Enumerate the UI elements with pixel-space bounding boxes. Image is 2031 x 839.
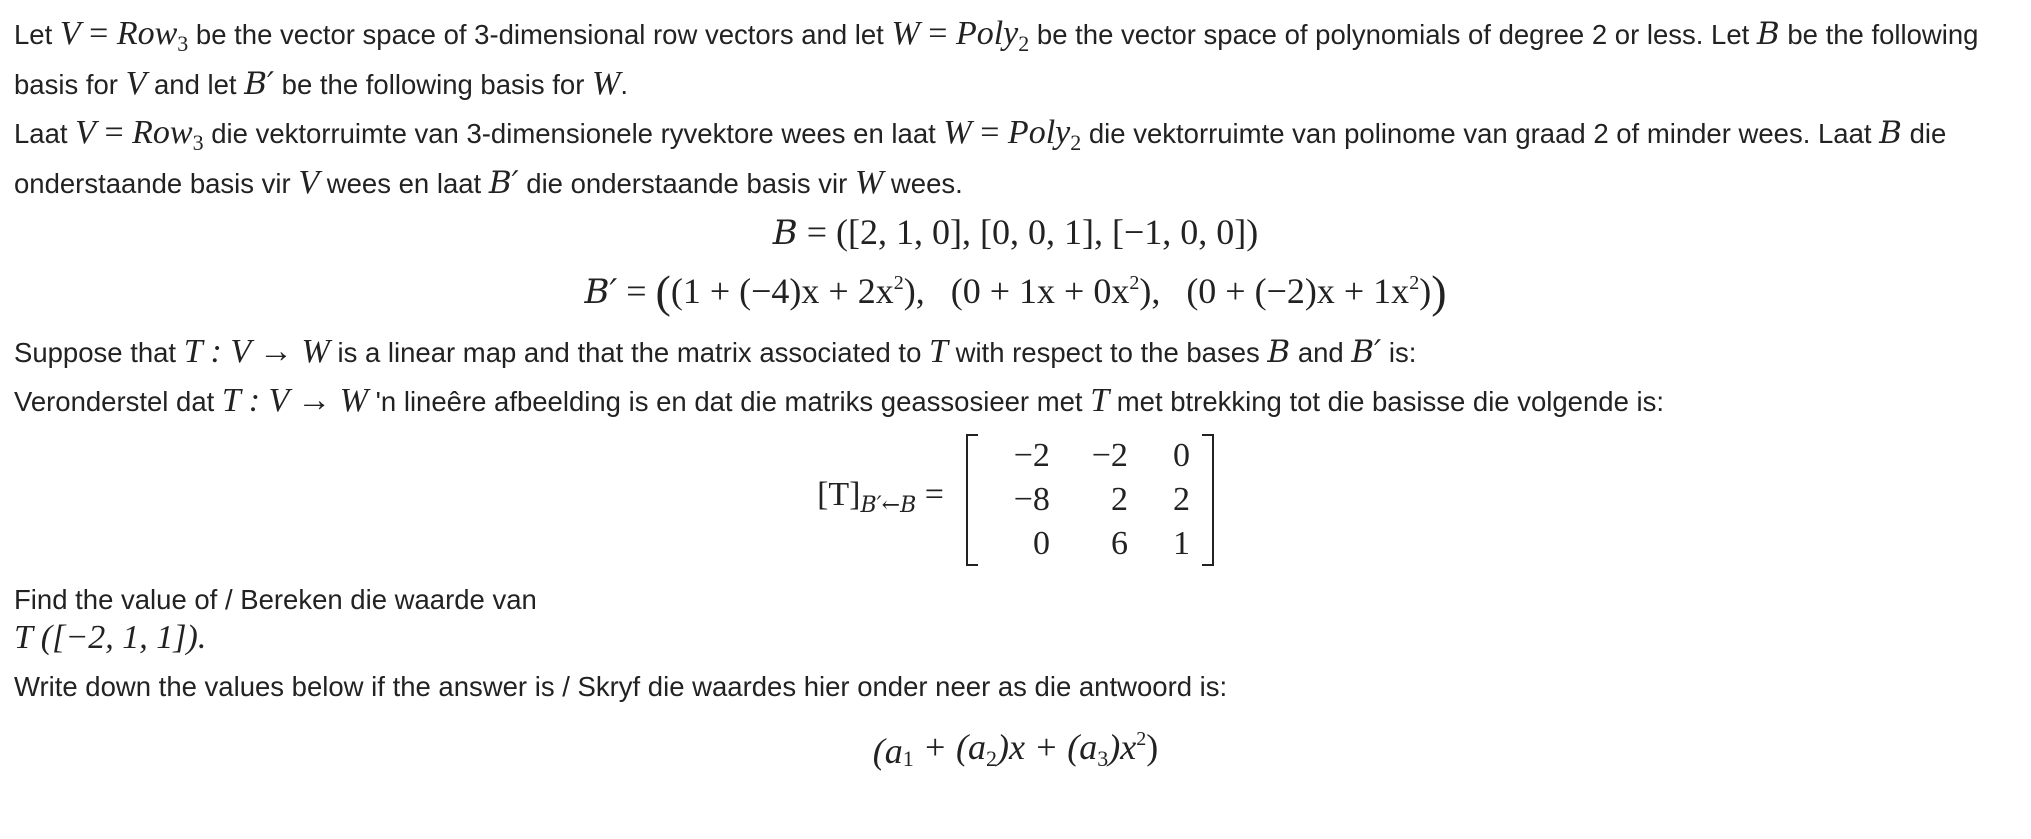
math-paren: ) <box>1419 271 1432 311</box>
math-basis-B: B <box>1879 115 1902 151</box>
matrix-cell-r2-c1: −8 <box>1013 481 1050 518</box>
text: wees en laat <box>319 168 489 199</box>
math-paren: ( <box>655 266 671 317</box>
math-subscript: 2 <box>1070 130 1082 155</box>
math-equals: = <box>95 114 133 151</box>
text: Let <box>14 19 60 50</box>
formula-part: + (a <box>913 727 987 767</box>
math-equals: = <box>797 212 837 252</box>
text: be the following basis for <box>14 19 1979 100</box>
math-paren: ) <box>1146 727 1159 767</box>
text: die onderstaande basis vir <box>14 118 1947 199</box>
text: be the following basis for <box>274 69 593 100</box>
intro-afrikaans <box>14 113 2017 204</box>
math-poly: Poly <box>1007 114 1071 151</box>
text: Laat <box>14 118 76 149</box>
text: Suppose that <box>14 337 184 368</box>
matrix <box>966 434 1214 566</box>
math-T-bracket: [T] <box>817 475 861 513</box>
formula-part: (a <box>872 731 903 771</box>
matrix-cell-r3-c3: 1 <box>1172 525 1190 562</box>
math-subscript: 2 <box>1018 31 1030 56</box>
math-basis-B-prime: B′ <box>488 165 519 201</box>
basis-B-equation <box>14 212 2017 253</box>
math-comma: , <box>915 271 925 311</box>
math-linear-map: T : V → W <box>221 382 369 419</box>
basis-B-vectors: ([2, 1, 0], [0, 0, 1], [−1, 0, 0]) <box>836 212 1259 252</box>
math-paren: ) <box>903 271 916 311</box>
math-poly: Poly <box>955 15 1019 52</box>
text: die vektorruimte van 3-dimensionele ryvektore wees en laat <box>203 118 944 149</box>
math-V: V <box>298 164 320 201</box>
suppose-english <box>14 332 2017 373</box>
matrix-cell-r3-c1: 0 <box>1032 525 1050 562</box>
transformation-matrix-equation <box>14 434 2017 566</box>
math-subscript: 3 <box>192 130 204 155</box>
text: Veronderstel dat <box>14 386 222 417</box>
math-V: V <box>59 15 81 52</box>
matrix-cell-r1-c1: −2 <box>1013 437 1050 474</box>
math-equals: = <box>916 475 944 513</box>
math-basis-B-prime: B′ <box>1351 334 1382 370</box>
math-superscript: 2 <box>1136 728 1147 750</box>
matrix-cell-r2-c2: 2 <box>1110 481 1128 518</box>
find-english-afrikaans: Find the value of / Bereken die waarde van <box>14 584 537 615</box>
answer-form <box>14 719 2017 779</box>
math-paren: ) <box>1431 266 1447 317</box>
math-T-of-vector: T ([−2, 1, 1]). <box>14 619 207 656</box>
math-W: W <box>592 65 621 102</box>
formula-part: )x <box>1108 727 1137 767</box>
math-subscript: 3 <box>1097 746 1109 771</box>
math-equals: = <box>971 114 1008 151</box>
text: is: <box>1381 337 1417 368</box>
matrix-cell-r3-c2: 6 <box>1110 525 1128 562</box>
text: met btrekking tot die basisse die volgende is: <box>1109 386 1664 417</box>
text: . <box>620 69 628 100</box>
text: 'n lineêre afbeelding is en dat die matriks geassosieer met <box>368 386 1091 417</box>
math-basis-B: B <box>1267 334 1291 370</box>
math-V: V <box>125 65 147 102</box>
basis-B-prime-equation <box>14 263 2017 317</box>
text: be the vector space of 3-dimensional row vectors and let <box>188 19 892 50</box>
math-basis-B-prime: B′ <box>584 272 618 312</box>
text: with respect to the bases <box>947 337 1268 368</box>
math-subscript: B′←B <box>860 492 917 518</box>
basis-poly-3: (0 + (−2)x + 1x <box>1186 271 1410 311</box>
math-subscript: 1 <box>902 746 914 771</box>
text: die vektorruimte van polinome van graad 2 of minder wees. Laat <box>1081 118 1880 149</box>
find-expression <box>14 618 2017 659</box>
math-equals: = <box>80 15 117 52</box>
matrix-label <box>817 475 944 526</box>
math-row: Row <box>116 15 178 52</box>
math-V: V <box>75 114 96 151</box>
text: is a linear map and that the matrix associated to <box>329 337 930 368</box>
matrix-cell-r2-c3: 2 <box>1172 481 1190 518</box>
text: wees. <box>883 168 963 199</box>
math-equals: = <box>919 15 956 52</box>
math-basis-B-prime: B′ <box>244 66 275 102</box>
math-basis-B: B <box>772 213 798 253</box>
formula-part: )x + (a <box>997 727 1098 767</box>
basis-poly-2: (0 + 1x + 0x <box>950 271 1130 311</box>
math-row: Row <box>132 114 193 151</box>
basis-poly-1: (1 + (−4)x + 2x <box>670 271 894 311</box>
math-superscript: 2 <box>1129 272 1140 294</box>
intro-english <box>14 14 2017 105</box>
math-W: W <box>891 15 920 52</box>
text: and <box>1290 337 1352 368</box>
math-T: T <box>929 333 948 370</box>
text: die onderstaande basis vir <box>518 168 855 199</box>
math-basis-B: B <box>1756 16 1780 52</box>
matrix-cell-r1-c2: −2 <box>1091 437 1128 474</box>
text: and let <box>146 69 245 100</box>
math-comma: , <box>1151 271 1161 311</box>
math-W: W <box>943 114 972 151</box>
matrix-cell-r1-c3: 0 <box>1172 437 1190 474</box>
math-paren: ) <box>1139 271 1152 311</box>
math-linear-map: T : V → W <box>183 333 330 370</box>
write-instruction: Write down the values below if the answer is / Skryf die waardes hier onder neer as die antwoord is: <box>14 671 1228 702</box>
math-subscript: 2 <box>986 746 998 771</box>
math-superscript: 2 <box>1409 272 1420 294</box>
text: be the vector space of polynomials of degree 2 or less. Let <box>1029 19 1757 50</box>
math-W: W <box>854 164 884 201</box>
math-T: T <box>1090 382 1110 419</box>
math-superscript: 2 <box>893 272 904 294</box>
math-subscript: 3 <box>177 31 189 56</box>
math-equals: = <box>617 271 656 311</box>
suppose-afrikaans <box>14 381 2017 422</box>
